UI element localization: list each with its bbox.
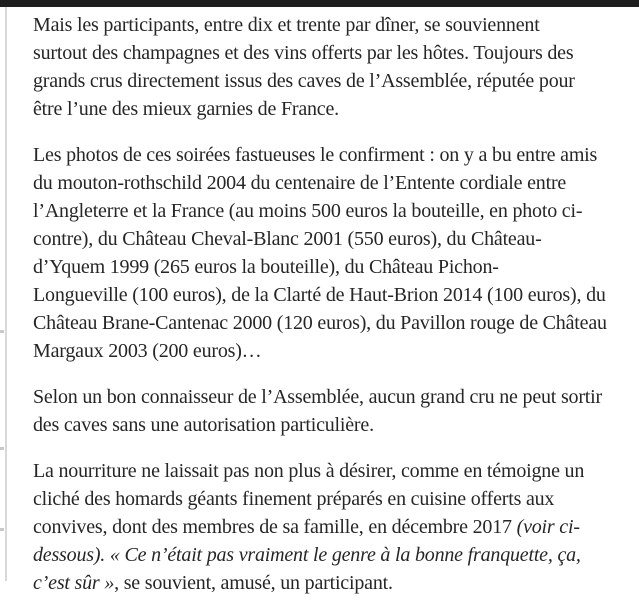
text-run: d’Yquem 1999 (265 euros la bouteille), du Château Pichon- (33, 256, 499, 278)
text-line (33, 197, 639, 225)
text-run: La nourriture ne laissait pas non plus à désirer, comme en témoigne un (33, 460, 585, 482)
article-paragraph (33, 141, 639, 365)
text-run: Longueville (100 euros), de la Clarté de Haut-Brion 2014 (100 euros), du (33, 284, 606, 306)
text-run: Les photos de ces soirées fastueuses le confirment : on y a bu entre amis (33, 144, 598, 166)
article-body (33, 7, 639, 615)
text-line (33, 95, 639, 123)
text-run: surtout des champagnes et des vins offerts par les hôtes. Toujours des (33, 42, 574, 64)
text-run: Mais les participants, entre dix et trente par dîner, se souviennent (33, 14, 540, 36)
text-line (33, 513, 639, 541)
text-line (33, 383, 639, 411)
text-line (33, 337, 639, 365)
text-line (33, 67, 639, 95)
text-run: Selon un bon connaisseur de l’Assemblée, aucun grand cru ne peut sortir (33, 386, 602, 408)
left-edge-tick (0, 330, 4, 333)
italic-text-run: (voir ci- (516, 516, 580, 538)
text-line (33, 281, 639, 309)
italic-text-run: dessous). « Ce n’était pas vraiment le genre à la bonne franquette, ça, (33, 544, 581, 566)
text-run: Château Brane-Cantenac 2000 (120 euros), du Pavillon rouge de Château (33, 312, 607, 334)
article-paragraph (33, 383, 639, 439)
text-run: grands crus directement issus des caves de l’Assemblée, réputée pour (33, 70, 575, 92)
text-line (33, 11, 639, 39)
text-line (33, 169, 639, 197)
text-line (33, 541, 639, 569)
text-line (33, 569, 639, 597)
text-run: cliché des homards géants finement préparés en cuisine offerts aux (33, 488, 555, 510)
italic-text-run: c’est sûr » (33, 572, 115, 594)
text-run: du mouton-rothschild 2004 du centenaire de l’Entente cordiale entre (33, 172, 567, 194)
text-line (33, 457, 639, 485)
top-bar (0, 0, 639, 7)
article-paragraph (33, 11, 639, 123)
text-run: Margaux 2003 (200 euros)… (33, 340, 262, 362)
text-line (33, 141, 639, 169)
article-paragraph (33, 457, 639, 597)
text-line (33, 225, 639, 253)
text-line (33, 485, 639, 513)
left-edge-tick (0, 528, 4, 531)
text-run: , se souvient, amusé, un participant. (114, 572, 393, 594)
text-line (33, 309, 639, 337)
text-line (33, 411, 639, 439)
left-divider (5, 7, 7, 581)
text-run: des caves sans une autorisation particulière. (33, 414, 374, 436)
left-edge-tick (0, 447, 4, 450)
text-run: convives, dont des membres de sa famille, en décembre 2017 (33, 516, 517, 538)
text-run: contre), du Château Cheval-Blanc 2001 (550 euros), du Château- (33, 228, 542, 250)
text-run: l’Angleterre et la France (au moins 500 euros la bouteille, en photo ci- (33, 200, 583, 222)
text-run: être l’une des mieux garnies de France. (33, 98, 339, 120)
text-line (33, 39, 639, 67)
text-line (33, 253, 639, 281)
